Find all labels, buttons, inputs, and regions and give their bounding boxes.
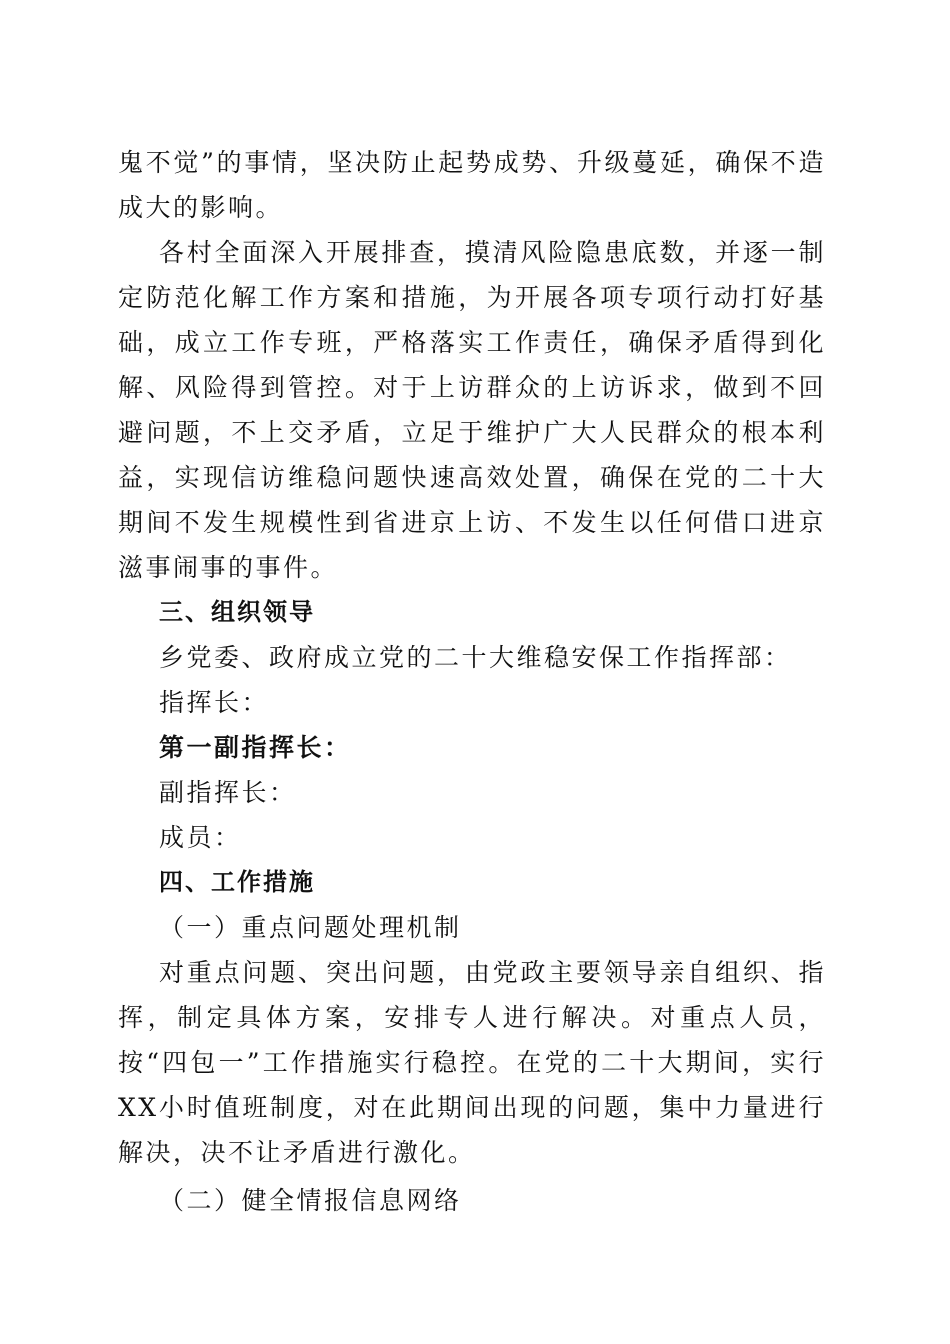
subsection-title-intelligence: （二）健全情报信息网络	[159, 1186, 462, 1215]
commander-label: 指挥长：	[159, 688, 270, 717]
section-heading-organization: 三、组织领导	[159, 598, 315, 626]
command-intro: 乡党委、政府成立党的二十大维稳安保工作指挥部：	[159, 643, 792, 672]
investigation-paragraph: 各村全面深入开展排查，摸清风险隐患底数，并逐一制定防范化解工作方案和措施，为开展各项专项行动打好基础，成立工作专班，严格落实工作责任，确保矛盾得到化解、风险得到管控。对于上访群众的上访诉求，做到不回避问题，不上交矛盾，立足于维护广大人民群众的根本利益，实现信访维稳问题快速高效处置，确保在党的二十大期间不发生规模性到省进京上访、不发生以任何借口进京滋事闹事的事件。	[118, 238, 826, 582]
subsection-title-key-issues: （一）重点问题处理机制	[159, 913, 462, 942]
section-heading-measures: 四、工作措施	[159, 868, 315, 896]
first-deputy-label: 第一副指挥长：	[159, 733, 352, 762]
deputy-label: 副指挥长：	[159, 778, 297, 807]
members-label: 成员：	[159, 823, 242, 852]
continuation-paragraph: 鬼不觉”的事情，坚决防止起势成势、升级蔓延，确保不造成大的影响。	[118, 148, 826, 222]
document-body	[118, 140, 826, 1223]
key-issues-paragraph: 对重点问题、突出问题，由党政主要领导亲自组织、指挥，制定具体方案，安排专人进行解决。对重点人员，按“四包一”工作措施实行稳控。在党的二十大期间，实行XX小时值班制度，对在此期间出现的问题，集中力量进行解决，决不让矛盾进行激化。	[118, 958, 826, 1167]
